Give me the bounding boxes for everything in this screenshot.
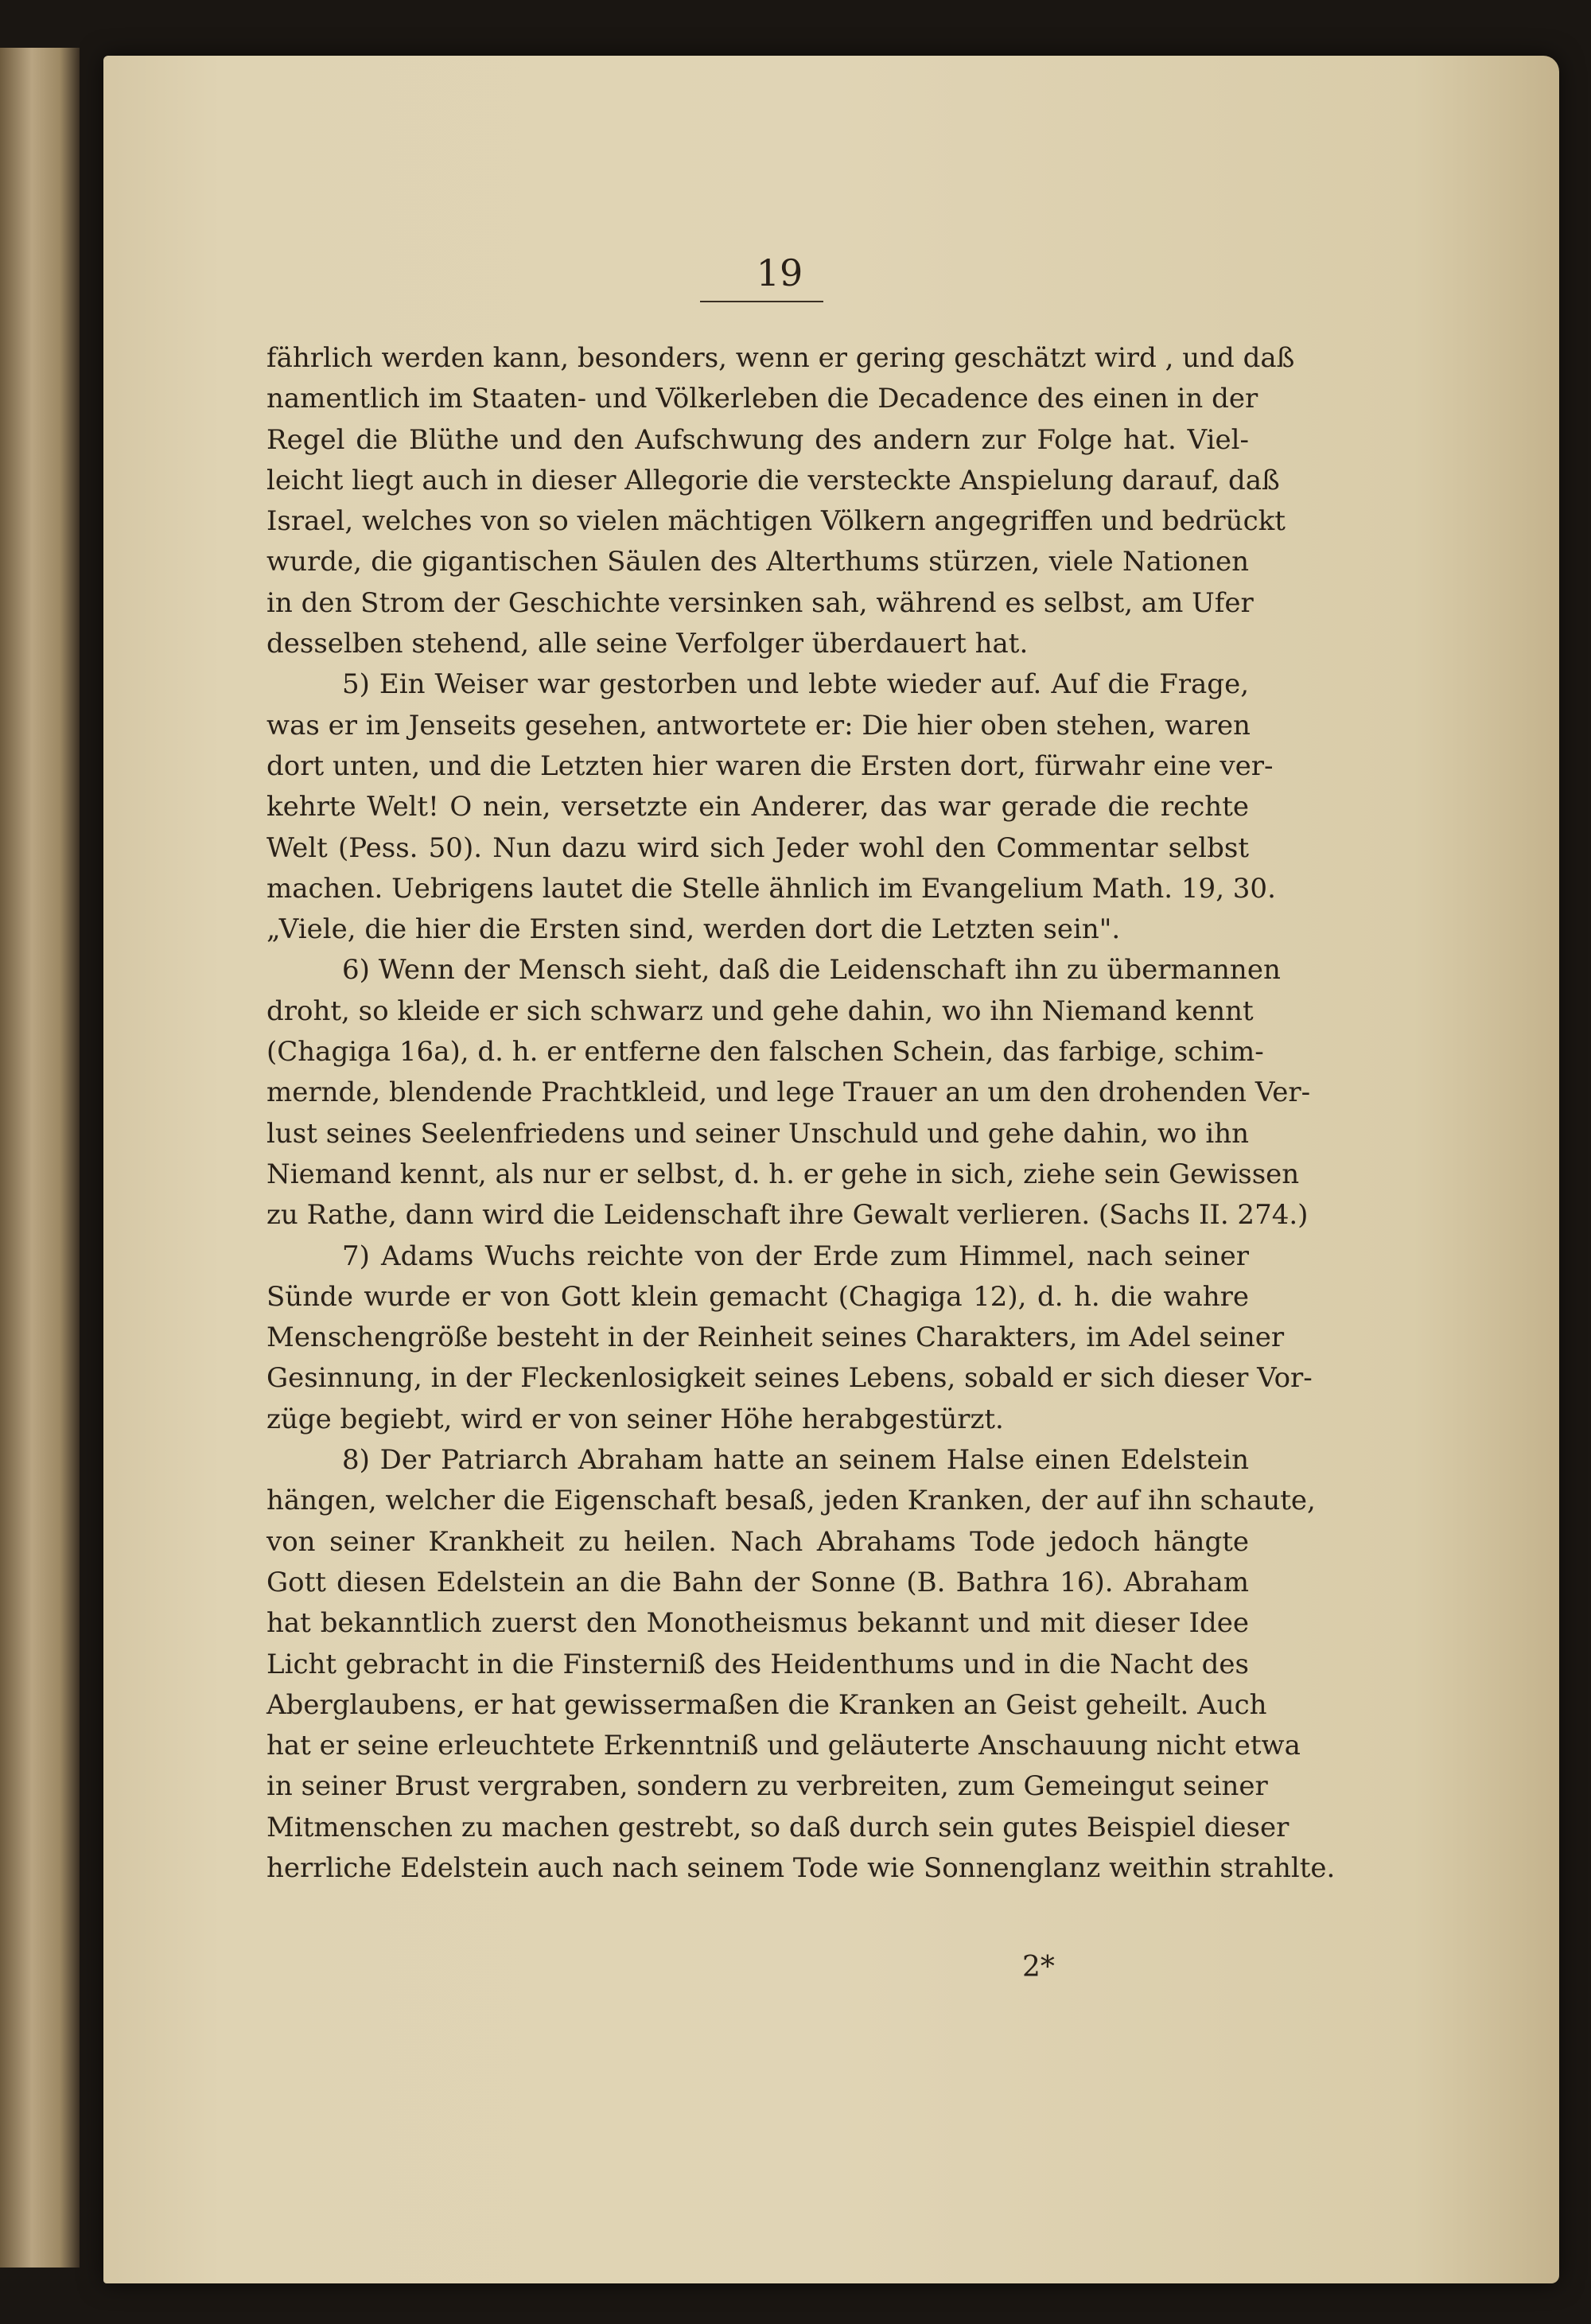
page-number: 19 (756, 251, 803, 294)
text-line: droht, so kleide er sich schwarz und gehe dahin, wo ihn Niemand kennt (266, 995, 1254, 1027)
text-line: in seiner Brust vergraben, sondern zu verbreiten, zum Gemeingut seiner (266, 1770, 1268, 1803)
text-line: (Chagiga 16a), d. h. er entferne den falschen Schein, das farbige, schim- (266, 1036, 1264, 1069)
facing-page-edge (0, 48, 80, 2268)
text-line: wurde, die gigantischen Säulen des Alterthums stürzen, viele Nationen (266, 546, 1249, 578)
text-line: Regel die Blüthe und den Aufschwung des andern zur Folge hat. Viel- (266, 423, 1249, 456)
text-line: züge begiebt, wird er von seiner Höhe herabgestürzt. (266, 1403, 1004, 1435)
text-line: machen. Uebrigens lautet die Stelle ähnlich im Evangelium Math. 19, 30. (266, 872, 1276, 905)
text-line: Aberglaubens, er hat gewissermaßen die Kranken an Geist geheilt. Auch (266, 1688, 1267, 1721)
text-line: Menschengröße besteht in der Reinheit seines Charakters, im Adel seiner (266, 1322, 1285, 1354)
text-line: 5) Ein Weiser war gestorben und lebte wieder auf. Auf die Frage, (342, 668, 1249, 701)
text-line: „Viele, die hier die Ersten sind, werden dort die Letzten sein". (266, 913, 1121, 946)
text-line: namentlich im Staaten- und Völkerleben die Decadence des einen in der (266, 383, 1258, 415)
text-line: Mitmenschen zu machen gestrebt, so daß durch sein gutes Beispiel dieser (266, 1811, 1290, 1843)
text-line: kehrte Welt! O nein, versetzte ein Anderer, das war gerade die rechte (266, 791, 1249, 823)
text-line: zu Rathe, dann wird die Leidenschaft ihre Gewalt verlieren. (Sachs II. 274.) (266, 1199, 1309, 1232)
text-line: fährlich werden kann, besonders, wenn er gering geschätzt wird , und daß (266, 342, 1295, 374)
text-line: 8) Der Patriarch Abraham hatte an seinem Halse einen Edelstein (342, 1444, 1249, 1477)
text-line: lust seines Seelenfriedens und seiner Unschuld und gehe dahin, wo ihn (266, 1117, 1249, 1150)
body-text (266, 338, 1336, 1889)
text-line: hängen, welcher die Eigenschaft besaß, jeden Kranken, der auf ihn schaute, (266, 1485, 1316, 1517)
text-line: leicht liegt auch in dieser Allegorie die versteckte Anspielung darauf, daß (266, 464, 1280, 496)
signature-mark: 2* (1022, 1951, 1055, 1983)
text-line: hat bekanntlich zuerst den Monotheismus bekannt und mit dieser Idee (266, 1607, 1249, 1640)
text-line: herrliche Edelstein auch nach seinem Tode wie Sonnenglanz weithin strahlte. (266, 1851, 1336, 1884)
text-line: desselben stehend, alle seine Verfolger überdauert hat. (266, 628, 1029, 660)
text-line: Gesinnung, in der Fleckenlosigkeit seines Lebens, sobald er sich dieser Vor- (266, 1362, 1313, 1395)
text-line: von seiner Krankheit zu heilen. Nach Abrahams Tode jedoch hängte (266, 1525, 1249, 1558)
text-line: hat er seine erleuchtete Erkenntniß und geläuterte Anschauung nicht etwa (266, 1730, 1301, 1762)
text-line: Gott diesen Edelstein an die Bahn der Sonne (B. Bathra 16). Abraham (266, 1566, 1249, 1598)
text-line: Sünde wurde er von Gott klein gemacht (Chagiga 12), d. h. die wahre (266, 1280, 1249, 1313)
text-line: 6) Wenn der Mensch sieht, daß die Leidenschaft ihn zu übermannen (342, 954, 1281, 987)
text-line: Welt (Pess. 50). Nun dazu wird sich Jeder wohl den Commentar selbst (266, 831, 1249, 864)
header-rule (700, 301, 823, 302)
text-line: in den Strom der Geschichte versinken sah, während es selbst, am Ufer (266, 586, 1254, 619)
text-line: dort unten, und die Letzten hier waren die Ersten dort, fürwahr eine ver- (266, 749, 1274, 782)
text-line: Niemand kennt, als nur er selbst, d. h. er gehe in sich, ziehe sein Gewissen (266, 1158, 1300, 1190)
text-line: Israel, welches von so vielen mächtigen Völkern angegriffen und bedrückt (266, 505, 1286, 538)
text-line: Licht gebracht in die Finsterniß des Heidenthums und in die Nacht des (266, 1648, 1249, 1680)
text-line: 7) Adams Wuchs reichte von der Erde zum Himmel, nach seiner (342, 1240, 1249, 1272)
text-line: was er im Jenseits gesehen, antwortete er: Die hier oben stehen, waren (266, 709, 1251, 742)
text-line: mernde, blendende Prachtkleid, und lege Trauer an um den drohenden Ver- (266, 1076, 1311, 1109)
